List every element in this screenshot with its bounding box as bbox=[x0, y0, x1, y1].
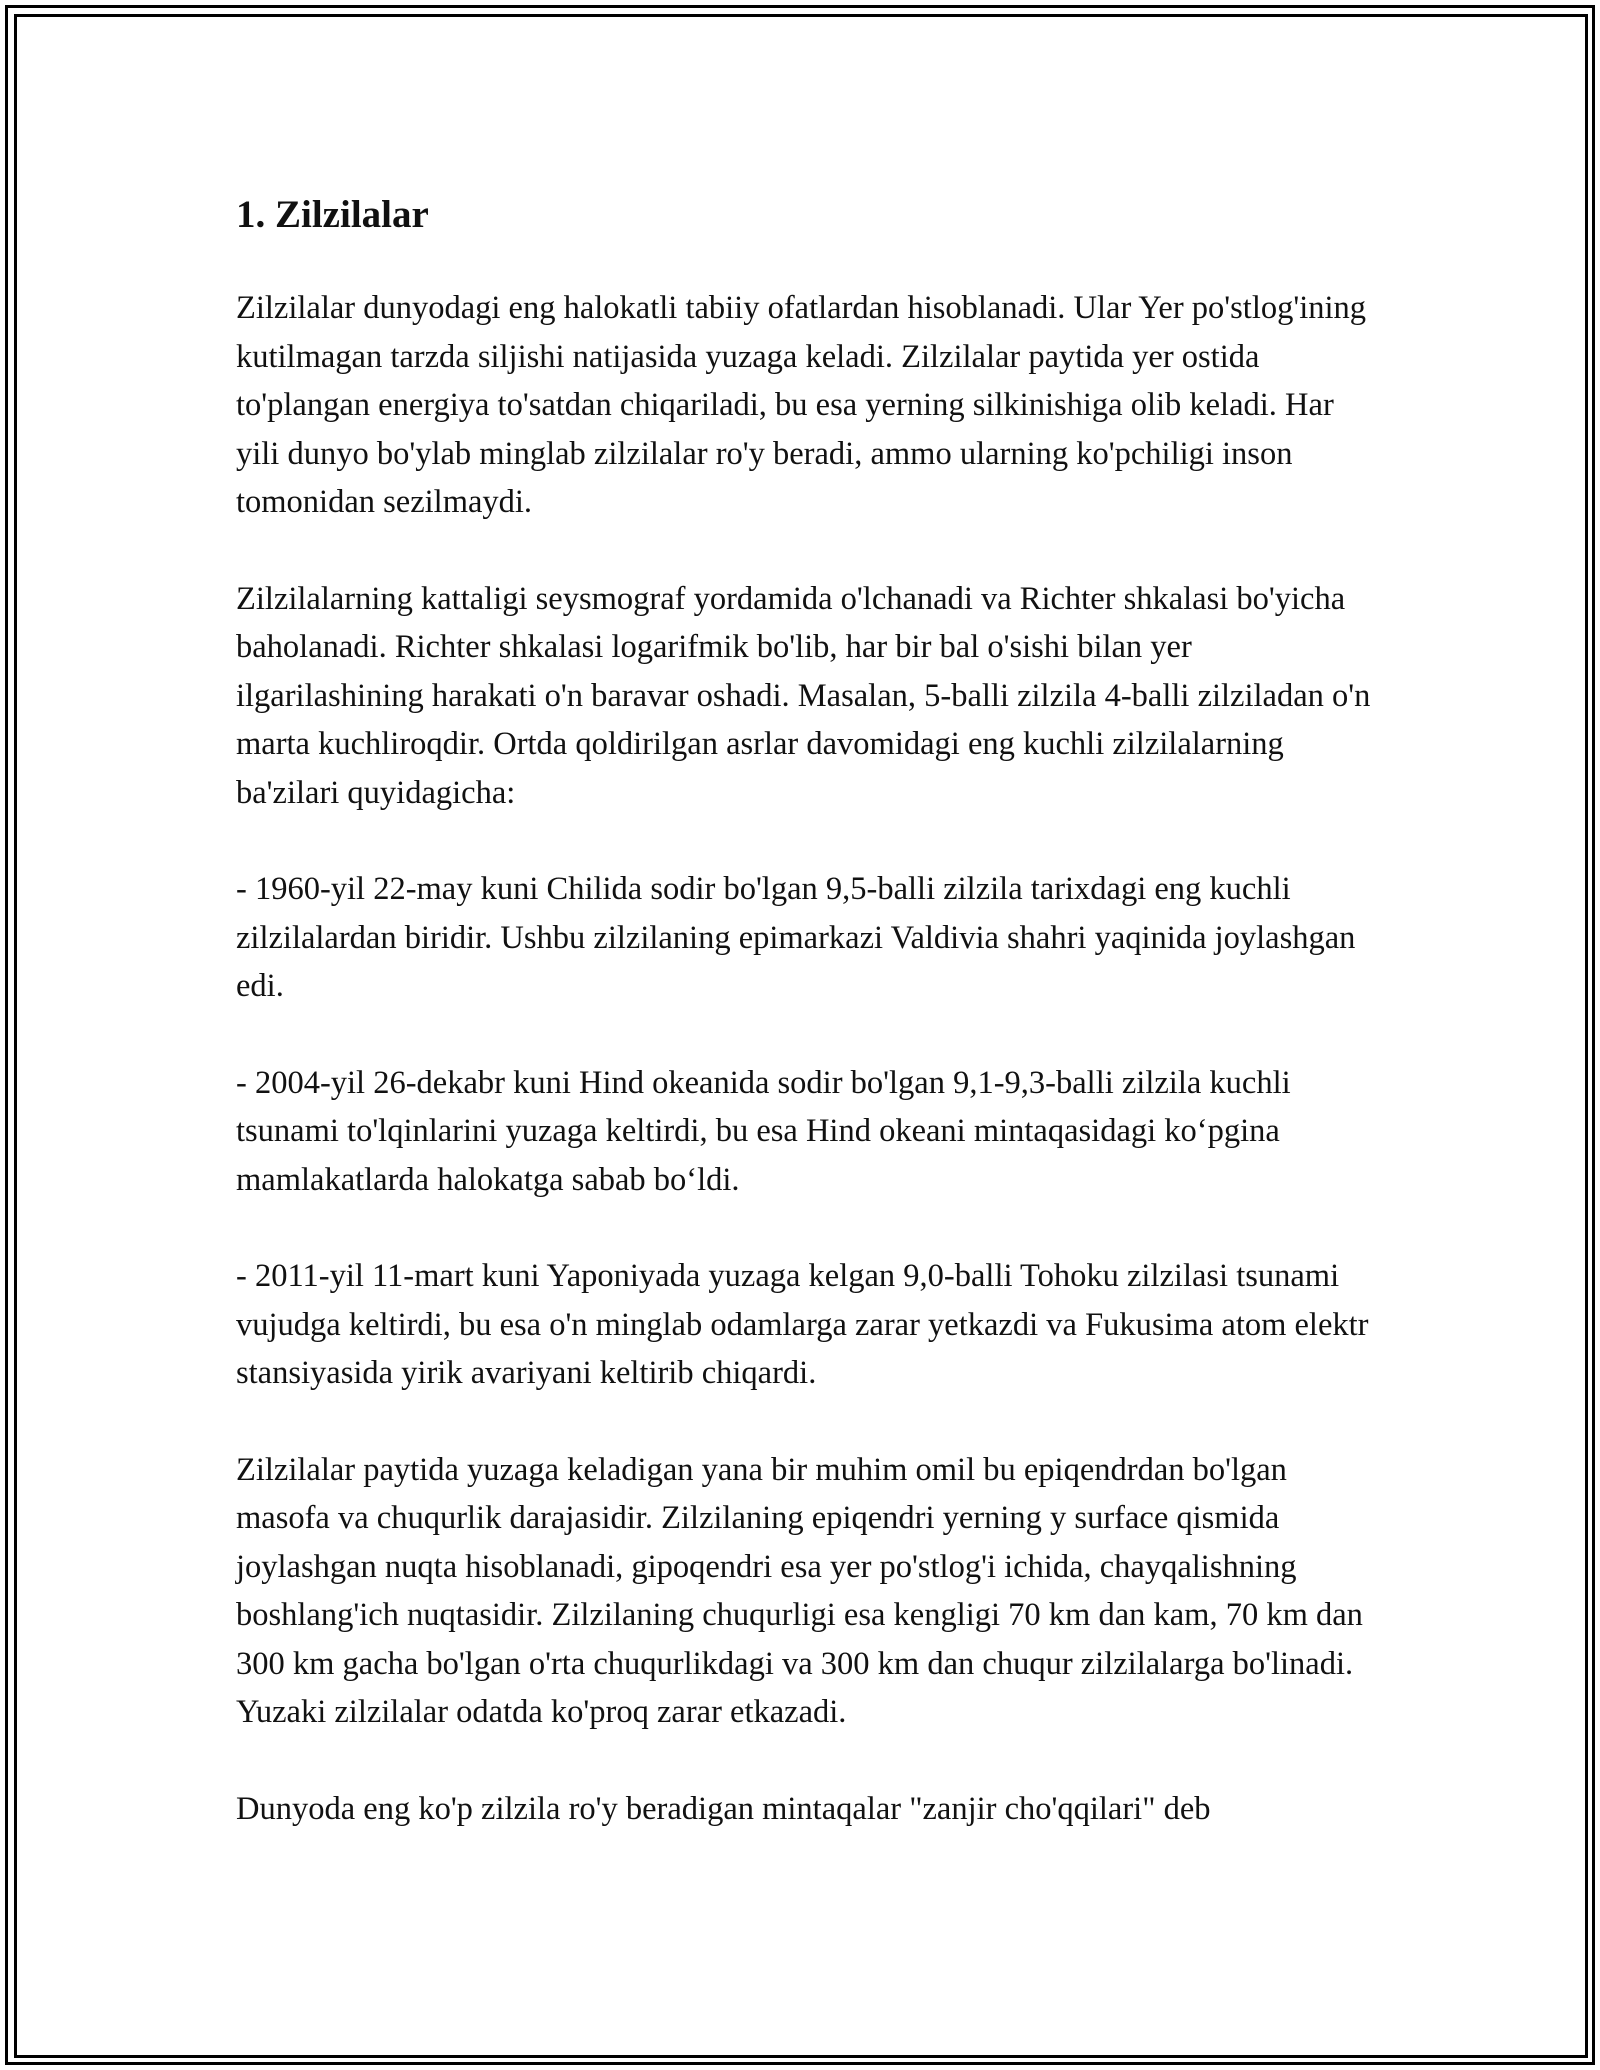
list-item-chile-1960: - 1960-yil 22-may kuni Chilida sodir bo'lgan 9,5-balli zilzila tarixdagi eng kuchli zilzilalardan biridir. Ushbu zilzilaning epimarkazi Valdivia shahri yaqinida joylashgan edi. bbox=[236, 871, 1356, 1004]
list-item-tohoku-2011: - 2011-yil 11-mart kuni Yaponiyada yuzaga kelgan 9,0-balli Tohoku zilzilasi tsunami vujudga keltirdi, bu esa o'n minglab odamlarga zarar yetkazdi va Fukusima atom elektr stansiyasida yirik avariyani keltirib chiqardi. bbox=[236, 1258, 1369, 1391]
section-heading: 1. Zilzilalar bbox=[236, 193, 429, 236]
list-item-indian-ocean-2004: - 2004-yil 26-dekabr kuni Hind okeanida sodir bo'lgan 9,1-9,3-balli zilzila kuchli tsunami to'lqinlarini yuzaga keltirdi, bu esa Hind okeani mintaqasidagi ko‘pgina mamlakatlarda halokatga sabab bo‘ldi. bbox=[236, 1064, 1291, 1198]
paragraph-intro: Zilzilalar dunyodagi eng halokatli tabiiy ofatlardan hisoblanadi. Ular Yer po'stlog'ining kutilmagan tarzda siljishi natijasida yuzaga keladi. Zilzilalar paytida yer ostida to'plangan energiya to'satdan chiqariladi, bu esa yerning silkinishiga olib keladi. Har yili dunyo bo'ylab minglab zilzilalar ro'y beradi, ammo ularning ko'pchiligi inson tomonidan sezilmaydi. bbox=[236, 290, 1367, 520]
paragraph-richter-scale: Zilzilalarning kattaligi seysmograf yordamida o'lchanadi va Richter shkalasi bo'yicha baholanadi. Richter shkalasi logarifmik bo'lib, har bir bal o'sishi bilan yer ilgarilashining harakati o'n baravar oshadi. Masalan, 5-balli zilzila 4-balli zilziladan o'n marta kuchliroqdir. Ortda qoldirilgan asrlar davomidagi eng kuchli zilzilalarning ba'zilari quyidagicha: bbox=[236, 580, 1371, 811]
paragraph-epicenter-depth: Zilzilalar paytida yuzaga keladigan yana bir muhim omil bu epiqendrdan bo'lgan masofa va chuqurlik darajasidir. Zilzilaning epiqendri yerning y surface qismida joylashgan nuqta hisoblanadi, gipoqendri esa yer po'stlog'i ichida, chayqalishning boshlang'ich nuqtasidir. Zilzilaning chuqurligi esa kengligi 70 km dan kam, 70 km dan 300 km gacha bo'lgan o'rta chuqurlikdagi va 300 km dan chuqur zilzilalarga bo'linadi. Yuzaki zilzilalar odatda ko'proq zarar etkazadi. bbox=[236, 1451, 1363, 1730]
paragraph-seismic-regions: Dunyoda eng ko'p zilzila ro'y beradigan mintaqalar "zanjir cho'qqilari" deb bbox=[236, 1790, 1211, 1827]
document-body bbox=[236, 180, 1376, 1881]
